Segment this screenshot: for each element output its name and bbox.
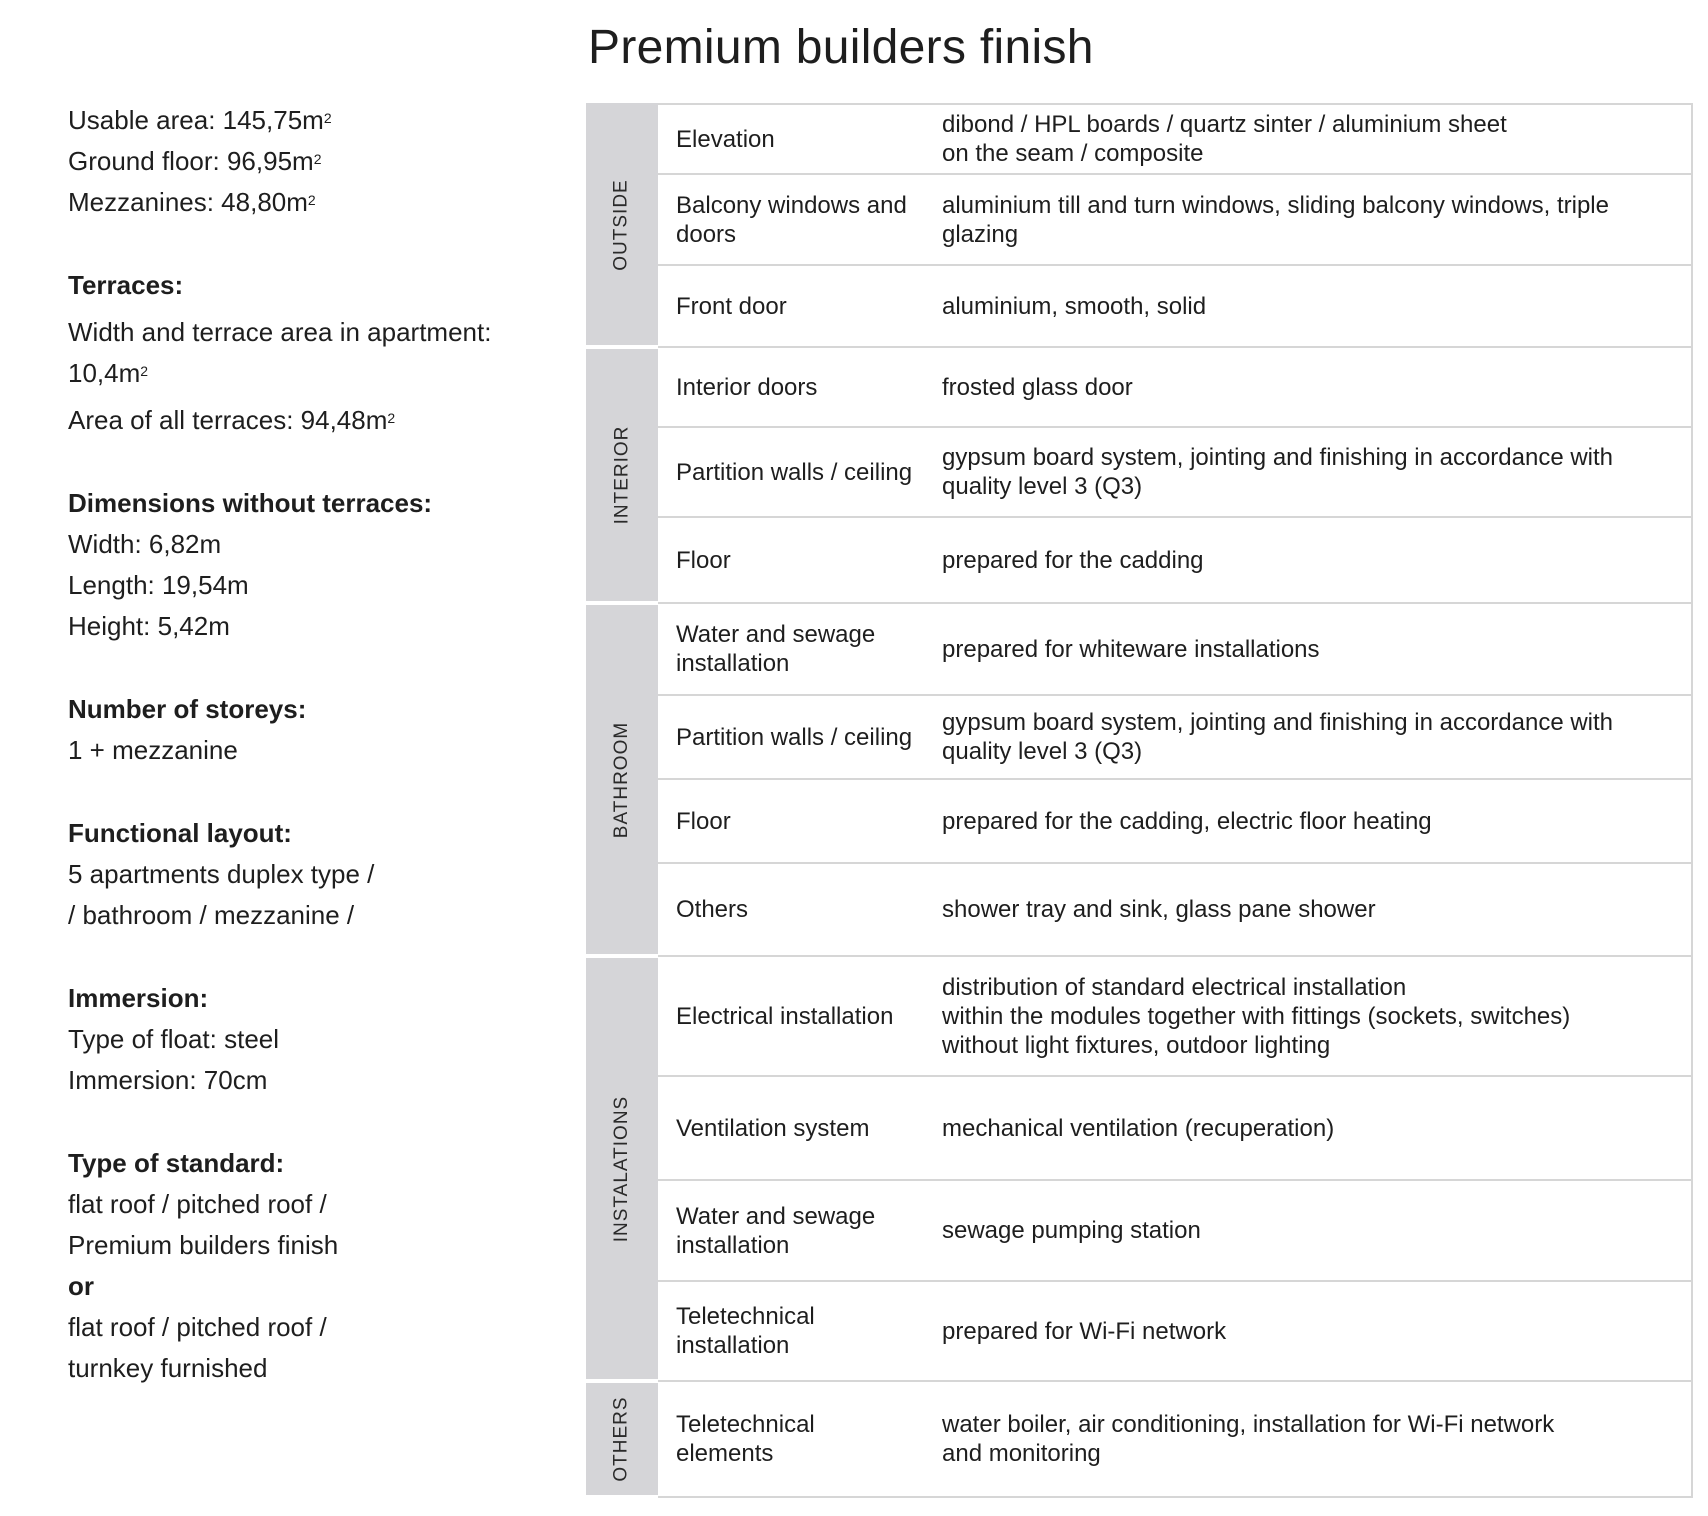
row-desc: prepared for Wi-Fi network xyxy=(924,1281,1692,1381)
section-others: OTHERS xyxy=(587,1381,657,1497)
table-row xyxy=(587,956,1692,1076)
row-item: Elevation xyxy=(657,104,924,174)
width-value: Width: 6,82m xyxy=(68,529,222,559)
terrace-area-value: $10,4m^2$ xyxy=(68,358,149,388)
specs-summary xyxy=(68,100,568,1389)
row-desc: gypsum board system, jointing and finishing in accordance with quality level 3 (Q3) xyxy=(924,695,1692,779)
section-installations: INSTALATIONS xyxy=(587,956,657,1381)
immersion-value: Immersion: 70cm xyxy=(68,1065,268,1095)
immersion-heading: Immersion: xyxy=(68,983,209,1013)
row-desc: dibond / HPL boards / quartz sinter / aluminium sheet on the seam / composite xyxy=(924,104,1692,174)
finish-spec-table xyxy=(586,103,1693,1499)
section-outside: OUTSIDE xyxy=(587,104,657,347)
row-item: Ventilation system xyxy=(657,1076,924,1180)
row-item: Teletechnical installation xyxy=(657,1281,924,1381)
section-interior: INTERIOR xyxy=(587,347,657,603)
row-desc: water boiler, air conditioning, installation for Wi-Fi network and monitoring xyxy=(924,1381,1692,1497)
row-item: Water and sewage installation xyxy=(657,1180,924,1281)
layout-line-2: / bathroom / mezzanine / xyxy=(68,900,355,930)
row-item: Floor xyxy=(657,779,924,863)
row-desc: prepared for the cadding xyxy=(924,517,1692,603)
standard-option-1-line-2: Premium builders finish xyxy=(68,1230,339,1260)
row-desc: prepared for whiteware installations xyxy=(924,603,1692,695)
row-item: Partition walls / ceiling xyxy=(657,695,924,779)
length-value: Length: 19,54m xyxy=(68,570,249,600)
standard-option-2-line-1: flat roof / pitched roof / xyxy=(68,1312,327,1342)
table-row xyxy=(587,517,1692,603)
usable-area: Usable area: $145,75m^2$ xyxy=(68,105,332,135)
row-desc: sewage pumping station xyxy=(924,1180,1692,1281)
row-item: Balcony windows and doors xyxy=(657,174,924,265)
table-row xyxy=(587,104,1692,174)
row-item: Partition walls / ceiling xyxy=(657,427,924,517)
page-title: Premium builders finish xyxy=(588,21,1094,74)
row-desc: aluminium till and turn windows, sliding balcony windows, triple glazing xyxy=(924,174,1692,265)
table-row xyxy=(587,265,1692,347)
standard-option-2-line-2: turnkey furnished xyxy=(68,1353,268,1383)
table-row xyxy=(587,863,1692,956)
table-row xyxy=(587,1180,1692,1281)
row-item: Electrical installation xyxy=(657,956,924,1076)
row-item: Water and sewage installation xyxy=(657,603,924,695)
row-item: Interior doors xyxy=(657,347,924,427)
all-terraces-area: Area of all terraces: $94,48m^2$ xyxy=(68,405,396,435)
layout-heading: Functional layout: xyxy=(68,818,292,848)
row-desc: mechanical ventilation (recuperation) xyxy=(924,1076,1692,1180)
dimensions-heading: Dimensions without terraces: xyxy=(68,488,433,518)
layout-line-1: 5 apartments duplex type / xyxy=(68,859,375,889)
row-desc: gypsum board system, jointing and finishing in accordance with quality level 3 (Q3) xyxy=(924,427,1692,517)
table-row xyxy=(587,779,1692,863)
table-row xyxy=(587,1076,1692,1180)
row-desc: frosted glass door xyxy=(924,347,1692,427)
table-row xyxy=(587,1381,1692,1497)
terraces-heading: Terraces: xyxy=(68,270,184,300)
row-item: Others xyxy=(657,863,924,956)
standard-option-1-line-1: flat roof / pitched roof / xyxy=(68,1189,327,1219)
table-row xyxy=(587,174,1692,265)
table-row xyxy=(587,695,1692,779)
row-desc: aluminium, smooth, solid xyxy=(924,265,1692,347)
table-row xyxy=(587,603,1692,695)
table-row xyxy=(587,1281,1692,1381)
row-item: Teletechnical elements xyxy=(657,1381,924,1497)
mezzanines-area: Mezzanines: $48,80m^2$ xyxy=(68,187,316,217)
row-desc: distribution of standard electrical installation within the modules together with fittings (sockets, switches) without light fixtures, outdoor lighting xyxy=(924,956,1692,1076)
standard-or: or xyxy=(68,1271,94,1301)
table-row xyxy=(587,427,1692,517)
float-type: Type of float: steel xyxy=(68,1024,280,1054)
height-value: Height: 5,42m xyxy=(68,611,230,641)
row-desc: prepared for the cadding, electric floor heating xyxy=(924,779,1692,863)
ground-floor-area: Ground floor: $96,95m^2$ xyxy=(68,146,322,176)
storeys-value: 1 + mezzanine xyxy=(68,735,238,765)
row-item: Front door xyxy=(657,265,924,347)
standard-heading: Type of standard: xyxy=(68,1148,285,1178)
section-bathroom: BATHROOM xyxy=(587,603,657,956)
row-desc: shower tray and sink, glass pane shower xyxy=(924,863,1692,956)
terraces-line: Width and terrace area in apartment: xyxy=(68,317,492,347)
storeys-heading: Number of storeys: xyxy=(68,694,307,724)
row-item: Floor xyxy=(657,517,924,603)
table-row xyxy=(587,347,1692,427)
